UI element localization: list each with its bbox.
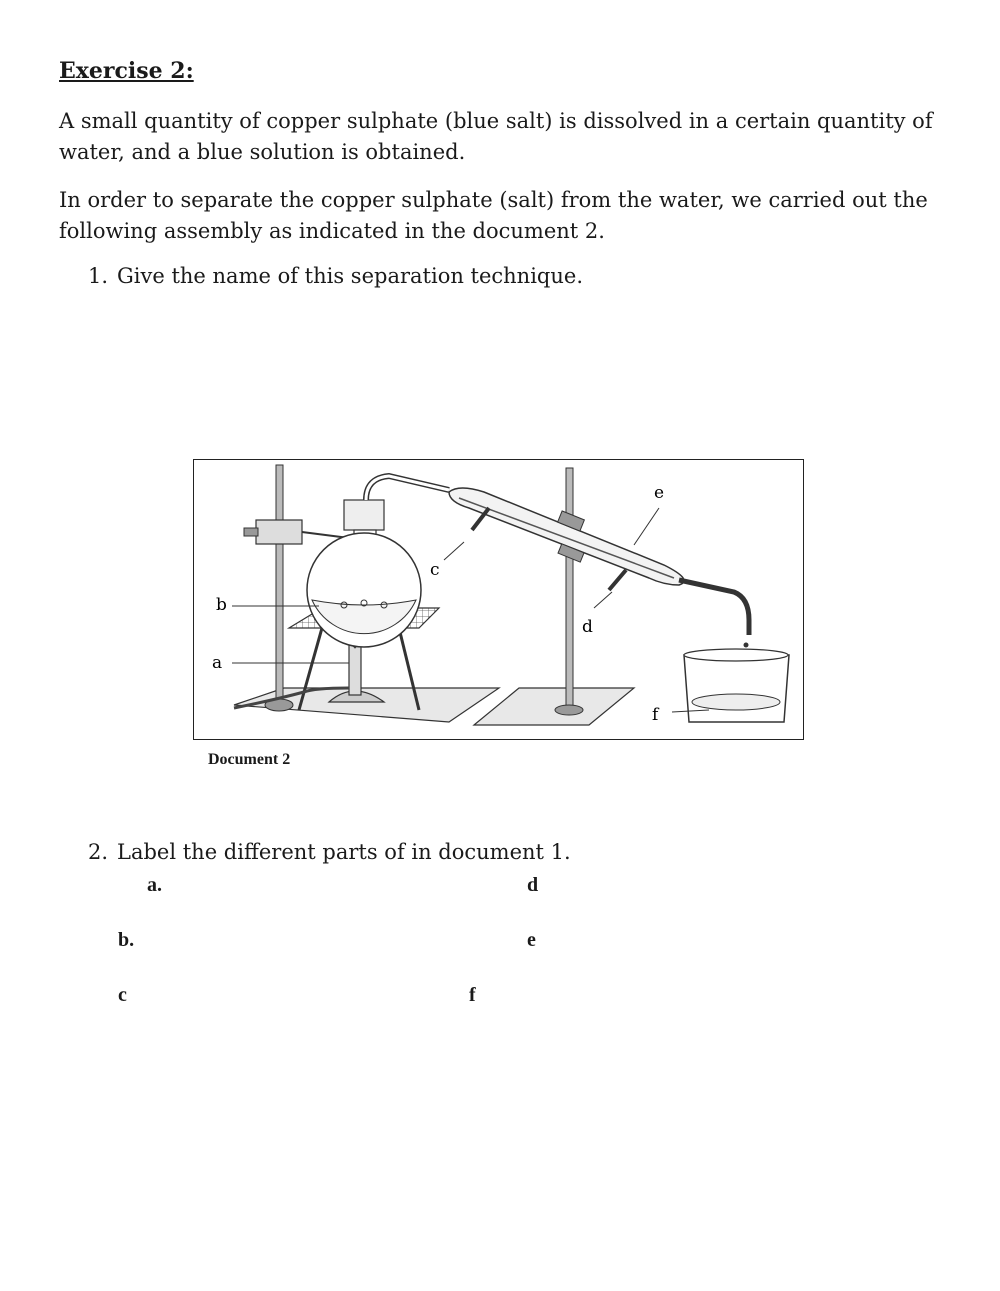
- distillate-liquid: [692, 694, 780, 710]
- flask-stopper: [344, 500, 384, 530]
- exercise-title: Exercise 2:: [59, 58, 194, 84]
- bunsen-burner-tube: [349, 645, 361, 695]
- figure-label-d: d: [582, 617, 593, 637]
- right-stand-rod: [566, 468, 573, 708]
- right-rod-foot: [555, 705, 583, 715]
- distillation-figure: [193, 459, 804, 740]
- answer-label-f: f: [469, 984, 476, 1006]
- label-d-pointer: [594, 592, 612, 608]
- answer-label-c: c: [118, 984, 127, 1006]
- answer-label-b: b.: [118, 929, 135, 951]
- water-inlet-tube: [609, 570, 626, 590]
- left-stand-rod: [276, 465, 283, 705]
- distillation-diagram: [194, 460, 802, 738]
- beaker-rim: [684, 649, 788, 661]
- collecting-beaker: [684, 655, 789, 722]
- question-1: [88, 264, 788, 294]
- question-2: [88, 840, 788, 870]
- assembly-paragraph: In order to separate the copper sulphate (salt) from the water, we carried out the following assembly as indicated in the document 2.: [59, 188, 928, 243]
- figure-label-b: b: [216, 595, 227, 615]
- figure-label-f: f: [652, 705, 659, 725]
- question-1-text: Give the name of this separation technique.: [117, 264, 583, 288]
- clamp-screw: [244, 528, 258, 536]
- label-e-pointer: [634, 508, 659, 545]
- figure-label-e: e: [654, 483, 665, 503]
- question-2-text: Label the different parts of in document 1.: [117, 840, 571, 864]
- right-stand-base: [474, 688, 634, 725]
- distillate-drop: [744, 643, 749, 648]
- figure-label-a: a: [212, 653, 223, 673]
- answer-label-e: e: [527, 929, 536, 951]
- answer-label-d: d: [527, 874, 539, 896]
- intro-paragraph: A small quantity of copper sulphate (blue salt) is dissolved in a certain quantity of water, and a blue solution is obtained.: [59, 109, 933, 164]
- question-2-number: 2.: [88, 840, 109, 864]
- figure-caption: Document 2: [208, 751, 291, 768]
- clamp-holder: [256, 520, 302, 544]
- figure-label-c: c: [430, 560, 440, 580]
- label-c-pointer: [444, 542, 464, 560]
- question-1-number: 1.: [88, 264, 109, 288]
- condenser-outlet-tube: [679, 580, 749, 635]
- answer-label-a: a.: [147, 874, 162, 896]
